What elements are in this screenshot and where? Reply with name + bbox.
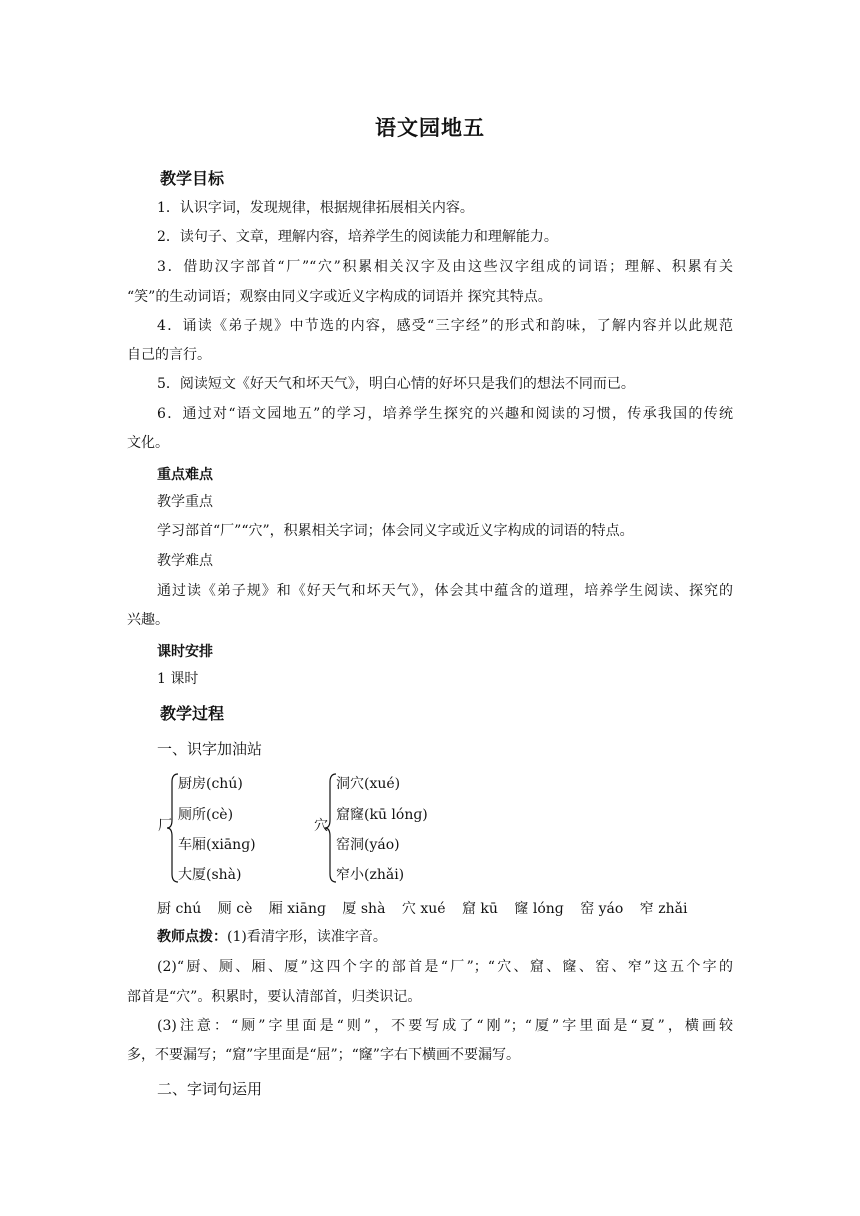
objective-line: 文化。	[127, 435, 169, 451]
pinyin-list	[157, 898, 699, 918]
tip-line: 多，不要漏写；“窟”字里面是“屈”；“窿”字右下横画不要漏写。	[127, 1047, 520, 1063]
objective-line: 1．认识字词，发现规律，根据规律拓展相关内容。	[157, 200, 474, 216]
pinyin-item: 窑 yáo	[580, 901, 624, 917]
page-title: 语文园地五	[375, 116, 485, 140]
objective-line: 3．借助汉字部首“厂”“穴”积累相关汉字及由这些汉字组成的词语；理解、积累有关	[157, 259, 733, 275]
word-item: 窟窿(kū lónɡ)	[336, 807, 428, 823]
word-item: 厕所(cè)	[178, 807, 234, 823]
difficulty-line: 兴趣。	[127, 612, 169, 628]
pinyin-item: 穴 xué	[401, 901, 446, 917]
process-heading: 教学过程	[160, 704, 225, 723]
word-item: 厨房(chú)	[178, 776, 243, 792]
objective-line: “笑”的生动词语；观察由同义字或近义字构成的词语并 探究其特点。	[127, 289, 552, 305]
tip-line: (2)“厨、厕、厢、厦”这四个字的部首是“厂”；“穴、窟、窿、窑、窄”这五个字的	[157, 959, 733, 975]
objective-line: 5．阅读短文《好天气和坏天气》，明白心情的好坏只是我们的想法不同而已。	[157, 376, 635, 392]
key-points-heading: 重点难点	[157, 467, 213, 483]
tip-line: 部首是“穴”。积累时，要认清部首，归类识记。	[127, 989, 422, 1005]
word-item: 洞穴(xué)	[336, 776, 401, 792]
difficulty-label: 教学难点	[157, 553, 213, 569]
pinyin-item: 厕 cè	[217, 901, 253, 917]
word-item: 窄小(zhǎi)	[336, 867, 405, 883]
schedule-value: 1 课时	[157, 671, 199, 687]
pinyin-item: 窿 lónɡ	[514, 901, 564, 917]
word-item: 大厦(shà)	[178, 867, 242, 883]
tip-line: (3)注意：“厕”字里面是“则”，不要写成了“刚”；“厦”字里面是“夏”，横画较	[157, 1018, 733, 1034]
objective-line: 2．读句子、文章，理解内容，培养学生的阅读能力和理解能力。	[157, 229, 558, 245]
pinyin-item: 窄 zhǎi	[639, 901, 688, 917]
word-item: 窑洞(yáo)	[336, 837, 400, 853]
teacher-tip-label: 教师点拨：	[157, 929, 227, 945]
teacher-tip	[157, 928, 733, 946]
focus-label: 教学重点	[157, 494, 213, 510]
objective-line: 6．通过对“语文园地五”的学习，培养学生探究的兴趣和阅读的习惯，传承我国的传统	[157, 406, 733, 422]
section-literacy-heading: 一、识字加油站	[157, 740, 263, 758]
pinyin-item: 厨 chú	[157, 901, 202, 917]
pinyin-item: 厦 shà	[342, 901, 386, 917]
pinyin-item: 窟 kū	[461, 901, 498, 917]
focus-text: 学习部首“厂”“穴”，积累相关字词；体会同义字或近义字构成的词语的特点。	[157, 523, 634, 539]
objective-line: 4．诵读《弟子规》中节选的内容，感受“三字经”的形式和韵味，了解内容并以此规范	[157, 318, 733, 334]
radical-chang: 厂	[158, 818, 172, 834]
teacher-tip-first: (1)看清字形，读准字音。	[227, 929, 387, 945]
pinyin-item: 厢 xiānɡ	[268, 901, 326, 917]
objective-line: 自己的言行。	[127, 347, 211, 363]
section-usage-heading: 二、字词句运用	[157, 1080, 263, 1098]
difficulty-line: 通过读《弟子规》和《好天气和坏天气》，体会其中蕴含的道理，培养学生阅读、探究的	[157, 583, 733, 599]
word-item: 车厢(xiānɡ)	[178, 837, 256, 853]
radical-xue: 穴	[314, 818, 328, 834]
schedule-heading: 课时安排	[157, 644, 213, 660]
objectives-heading: 教学目标	[160, 169, 225, 188]
